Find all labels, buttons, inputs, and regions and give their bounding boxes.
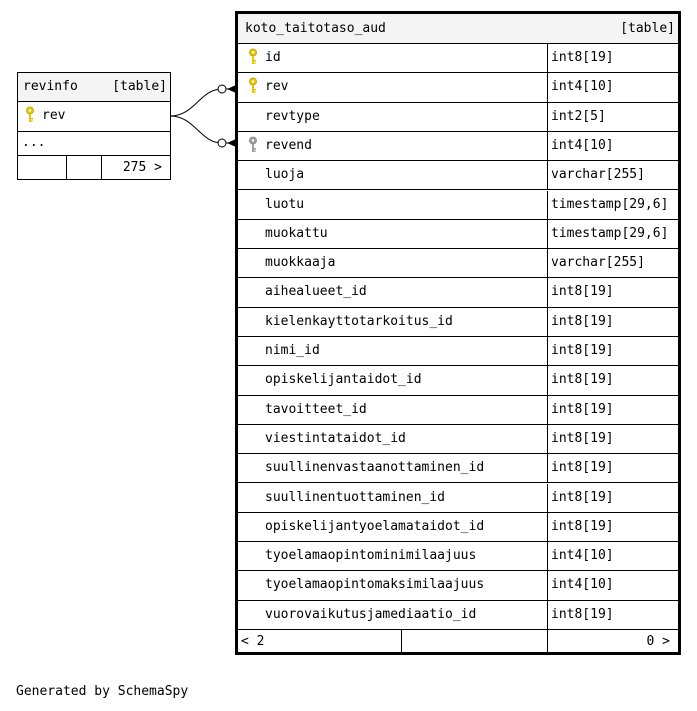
children-count-link[interactable]: 0 > [646,634,670,649]
revinfo-header[interactable] [18,73,170,102]
table-kind-label: [table] [112,79,167,94]
column-name: opiskelijantyoelamataidot_id [265,518,485,534]
children-count-link[interactable]: 275 > [122,160,162,175]
column-row-revend[interactable] [238,132,678,161]
column-name: rev [265,79,289,95]
table-kind-label: [table] [620,21,675,36]
column-row-revtype[interactable] [238,103,678,132]
column-type: int2[5] [551,108,606,124]
table-name[interactable]: koto_taitotaso_aud [245,21,386,36]
revinfo-footer-row [18,156,170,180]
column-row-opiskelijantaidot_id[interactable] [238,366,678,395]
column-name: revend [265,137,312,153]
column-type: int8[19] [551,460,614,476]
generated-by-text: Generated by SchemaSpy [16,684,189,699]
column-name: nimi_id [265,343,320,358]
column-name: tavoitteet_id [265,401,367,417]
revinfo-table[interactable] [17,72,171,180]
column-name: tyoelamaopintomaksimilaajuus [265,577,485,593]
column-type: int8[19] [551,489,614,505]
column-name: muokattu [265,225,328,241]
column-type: varchar[255] [551,255,645,271]
column-type: int8[19] [551,606,614,622]
column-name: tyoelamaopintominimilaajuus [265,548,477,564]
column-type: timestamp[29,6] [551,196,669,212]
main-table-footer-row [238,629,678,655]
column-row-opiskelijantyoelamataidot_id[interactable] [238,513,678,542]
column-row-rev[interactable] [238,73,678,102]
primary-key-icon [25,106,35,124]
column-type: int4[10] [551,548,614,564]
foreign-key-icon [248,136,258,154]
column-row-kielenkayttotarkoitus_id[interactable] [238,308,678,337]
revinfo-more-row [18,132,170,156]
column-name: muokkaaja [265,255,336,271]
column-type: int8[19] [551,372,614,388]
column-row-tyoelamaopintominimilaajuus[interactable] [238,542,678,571]
column-row-muokattu[interactable] [238,220,678,249]
column-row-viestintataidot_id[interactable] [238,425,678,454]
column-row-id[interactable] [238,44,678,73]
column-type: int8[19] [551,343,614,358]
primary-key-icon [248,77,258,95]
revinfo-column-rev[interactable] [18,102,170,132]
column-name: aihealueet_id [265,284,367,300]
column-type: int8[19] [551,284,614,300]
column-row-aihealueet_id[interactable] [238,278,678,307]
column-type: varchar[255] [551,167,645,183]
column-row-suullinenvastaanottaminen_id[interactable] [238,454,678,483]
column-type: int8[19] [551,313,614,329]
column-name: revtype [265,108,320,124]
column-name: luoja [265,167,305,183]
main-table-header[interactable] [238,14,678,44]
column-name: id [265,50,281,65]
column-row-luotu[interactable] [238,191,678,220]
koto-taitotaso-aud-table[interactable] [235,11,681,655]
relation-circle-icon [218,139,226,147]
column-name: opiskelijantaidot_id [265,372,422,388]
column-row-tyoelamaopintomaksimilaajuus[interactable] [238,571,678,600]
column-name: suullinentuottaminen_id [265,489,446,505]
column-type: int4[10] [551,79,614,95]
column-name: vuorovaikutusjamediaatio_id [265,606,477,622]
column-name: luotu [265,196,305,212]
primary-key-icon [248,48,258,66]
column-row-vuorovaikutusjamediaatio_id[interactable] [238,601,678,630]
column-type: int4[10] [551,137,614,153]
column-row-nimi_id[interactable] [238,337,678,366]
column-type: int8[19] [551,430,614,446]
column-name: kielenkayttotarkoitus_id [265,313,453,329]
relation-circle-icon [218,85,226,93]
column-row-suullinentuottaminen_id[interactable] [238,484,678,513]
column-type: int8[19] [551,401,614,417]
column-row-tavoitteet_id[interactable] [238,396,678,425]
column-type: int4[10] [551,577,614,593]
column-name: rev [42,108,66,123]
table-name[interactable]: revinfo [23,79,78,94]
column-name: suullinenvastaanottaminen_id [265,460,485,476]
column-name: viestintataidot_id [265,430,406,446]
column-type: timestamp[29,6] [551,225,669,241]
more-columns-ellipsis: ... [22,135,46,150]
column-row-luoja[interactable] [238,161,678,190]
column-type: int8[19] [551,518,614,534]
parents-count-link[interactable]: < 2 [241,634,265,649]
column-type: int8[19] [551,50,614,65]
column-row-muokkaaja[interactable] [238,249,678,278]
